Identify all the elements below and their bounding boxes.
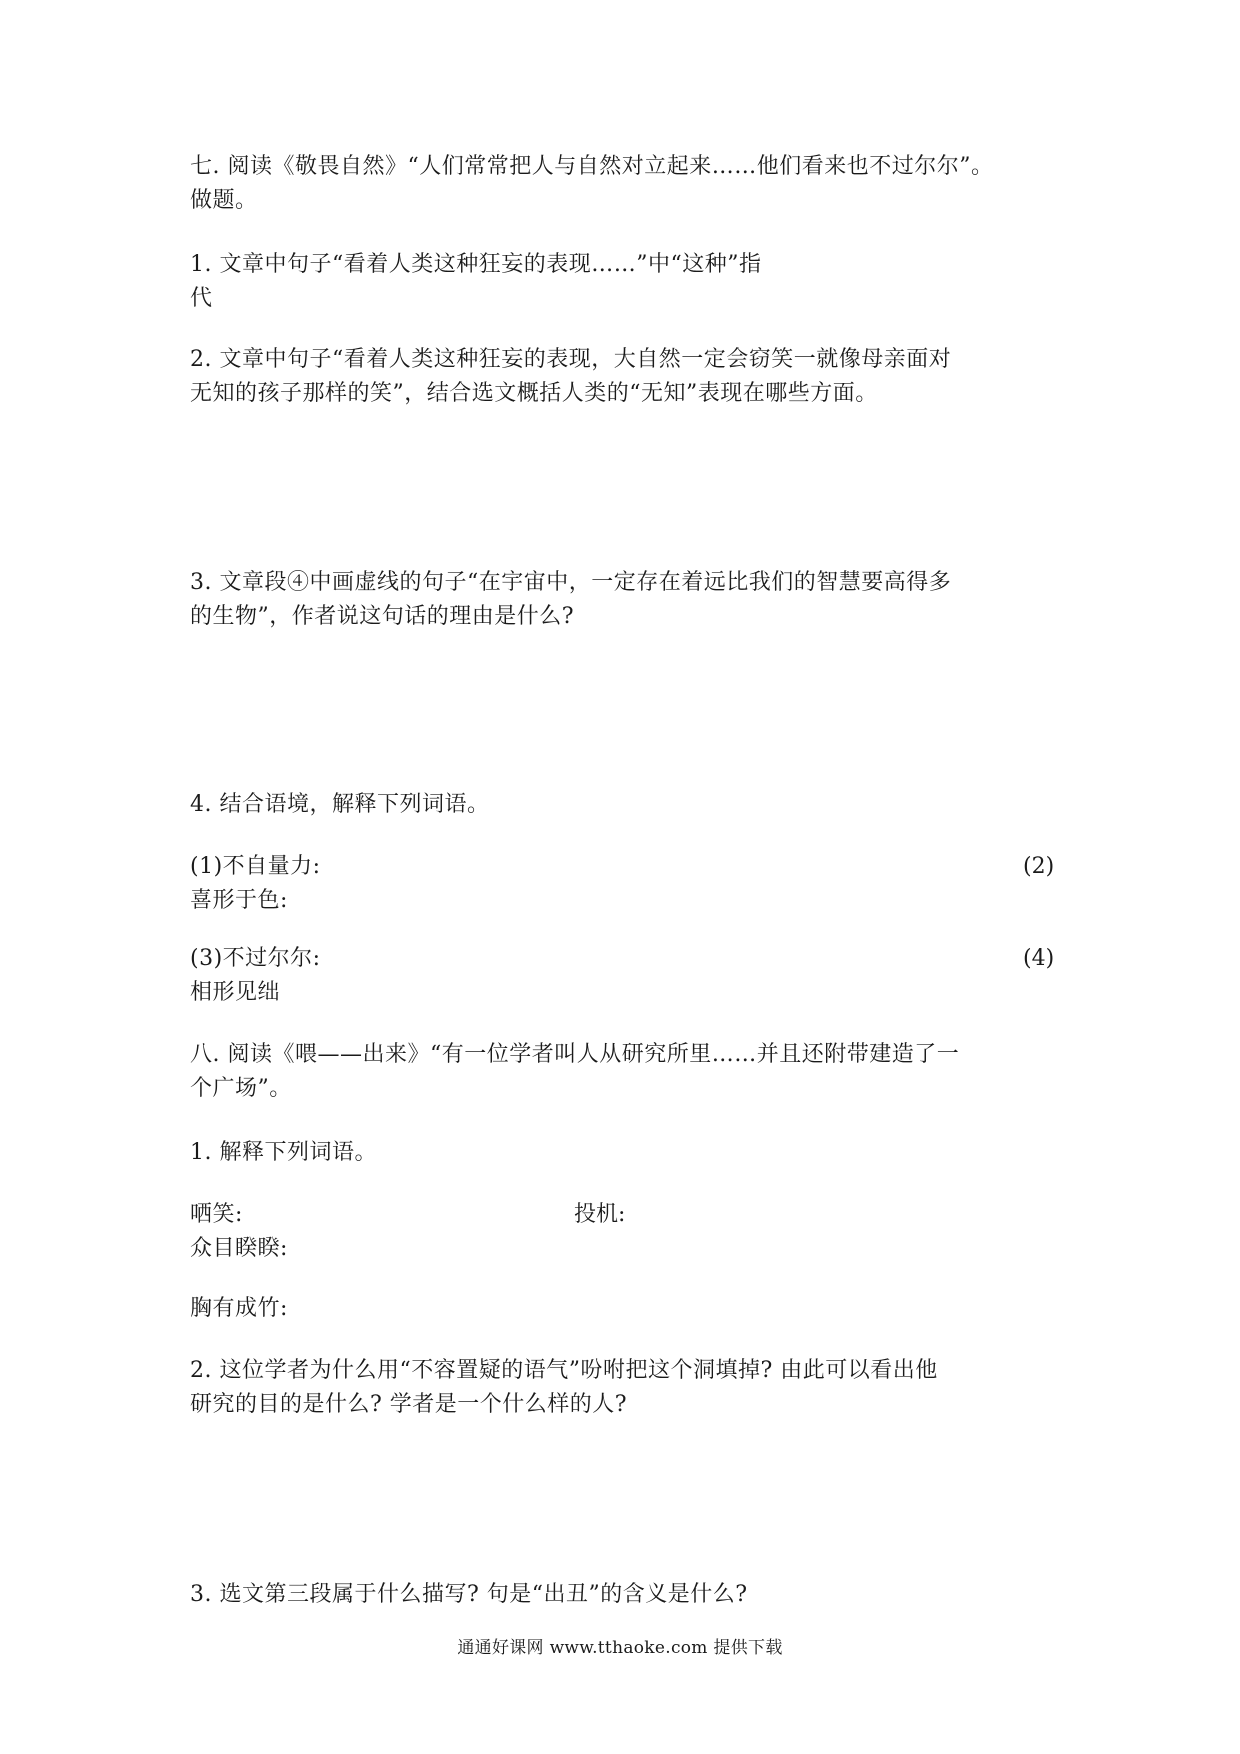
section7-question3-line2: 的生物”，作者说这句话的理由是什么? <box>190 604 575 629</box>
page-footer: 通通好课网 www.tthaoke.com 提供下载 <box>457 1638 783 1658</box>
section8-heading-line2: 个广场”。 <box>190 1076 292 1101</box>
section7-question1-line2: 代 <box>190 286 213 311</box>
word-1: 哂笑: <box>190 1202 243 1227</box>
section7-question3-line1: 3. 文章段④中画虚线的句子“在宇宙中，一定存在着远比我们的智慧要高得多 <box>190 570 952 595</box>
section8-heading-line1: 八. 阅读《喂——出来》“有一位学者叫人从研究所里……并且还附带建造了一 <box>190 1042 960 1067</box>
section7-question2-line2: 无知的孩子那样的笑”，结合选文概括人类的“无知”表现在哪些方面。 <box>190 381 878 406</box>
section7-heading-line2: 做题。 <box>190 188 258 213</box>
word-2: 投机: <box>574 1202 626 1227</box>
term-1: (1)不自量力: <box>190 854 321 879</box>
term-4: 相形见绌 <box>190 980 281 1005</box>
section8-question2-line1: 2. 这位学者为什么用“不容置疑的语气”吩咐把这个洞填掉? 由此可以看出他 <box>190 1358 938 1383</box>
section7-heading-line1: 七. 阅读《敬畏自然》“人们常常把人与自然对立起来……他们看来也不过尔尔”。 <box>190 154 994 179</box>
section8-question3: 3. 选文第三段属于什么描写? 句是“出丑”的含义是什么? <box>190 1582 748 1607</box>
term-2-number: (2) <box>1023 854 1055 879</box>
section8-question2-line2: 研究的目的是什么? 学者是一个什么样的人? <box>190 1392 628 1417</box>
section8-question1: 1. 解释下列词语。 <box>190 1140 377 1165</box>
term-2: 喜形于色: <box>190 888 288 913</box>
section7-question2-line1: 2. 文章中句子“看着人类这种狂妄的表现，大自然一定会窃笑一就像母亲面对 <box>190 347 952 372</box>
word-4: 胸有成竹: <box>190 1296 288 1321</box>
section7-question1-line1: 1. 文章中句子“看着人类这种狂妄的表现……”中“这种”指 <box>190 252 762 277</box>
word-3: 众目睽睽: <box>190 1236 288 1261</box>
section7-question4: 4. 结合语境，解释下列词语。 <box>190 792 490 817</box>
term-4-number: (4) <box>1023 946 1055 971</box>
term-3: (3)不过尔尔: <box>190 946 321 971</box>
